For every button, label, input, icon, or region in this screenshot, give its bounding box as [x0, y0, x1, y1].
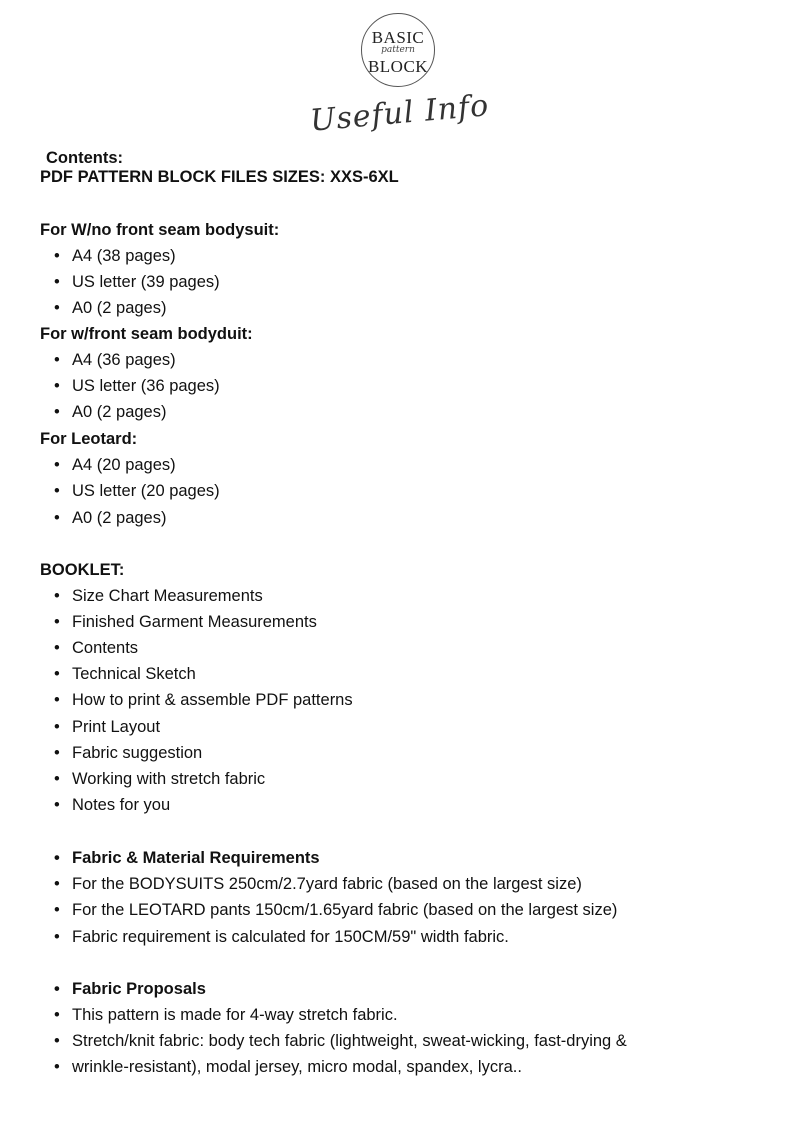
list-item: • US letter (20 pages) — [54, 482, 220, 500]
booklet-heading: BOOKLET: — [40, 561, 125, 579]
list-item: • A0 (2 pages) — [54, 509, 167, 527]
list-item: • Fabric requirement is calculated for 150CM/59" width fabric. — [54, 928, 509, 946]
section-heading-no-front-seam: For W/no front seam bodysuit: — [40, 221, 280, 239]
list-item: • A4 (38 pages) — [54, 247, 176, 265]
list-item: • Stretch/knit fabric: body tech fabric (lightweight, sweat-wicking, fast-drying & — [54, 1032, 627, 1050]
list-item: • For the BODYSUITS 250cm/2.7yard fabric (based on the largest size) — [54, 875, 582, 893]
logo-text-bottom: BLOCK — [367, 57, 429, 76]
logo-text-middle: pattern — [381, 45, 415, 55]
list-item: • Print Layout — [54, 718, 161, 736]
pdf-files-heading: PDF PATTERN BLOCK FILES SIZES: XXS-6XL — [40, 168, 399, 186]
list-item: • A4 (20 pages) — [54, 456, 176, 474]
list-item: • Size Chart Measurements — [54, 587, 263, 605]
contents-label: Contents: — [46, 149, 123, 167]
list-item: • For the LEOTARD pants 150cm/1.65yard fabric (based on the largest size) — [54, 901, 618, 919]
list-item: • US letter (36 pages) — [54, 377, 220, 395]
section-heading-leotard: For Leotard: — [40, 430, 138, 448]
list-item: • Technical Sketch — [54, 665, 196, 683]
list-item: • A0 (2 pages) — [54, 299, 167, 317]
brand-logo — [361, 13, 435, 87]
section-heading-front-seam: For w/front seam bodyduit: — [40, 325, 253, 343]
list-item: • Notes for you — [54, 796, 171, 814]
list-item: • Fabric suggestion — [54, 744, 203, 762]
fabric-requirements-heading: • Fabric & Material Requirements — [54, 849, 320, 867]
list-item: • This pattern is made for 4-way stretch fabric. — [54, 1006, 398, 1024]
list-item: • wrinkle-resistant), modal jersey, micro modal, spandex, lycra.. — [54, 1058, 522, 1076]
list-item: • How to print & assemble PDF patterns — [54, 691, 353, 709]
list-item: • US letter (39 pages) — [54, 273, 220, 291]
list-item: • Working with stretch fabric — [54, 770, 266, 788]
list-item: • A0 (2 pages) — [54, 403, 167, 421]
page-title: Useful Info — [308, 88, 491, 139]
list-item: • A4 (36 pages) — [54, 351, 176, 369]
list-item: • Contents — [54, 639, 139, 657]
fabric-proposals-heading: • Fabric Proposals — [54, 980, 206, 998]
logo-text-top: BASIC — [371, 28, 425, 47]
list-item: • Finished Garment Measurements — [54, 613, 317, 631]
